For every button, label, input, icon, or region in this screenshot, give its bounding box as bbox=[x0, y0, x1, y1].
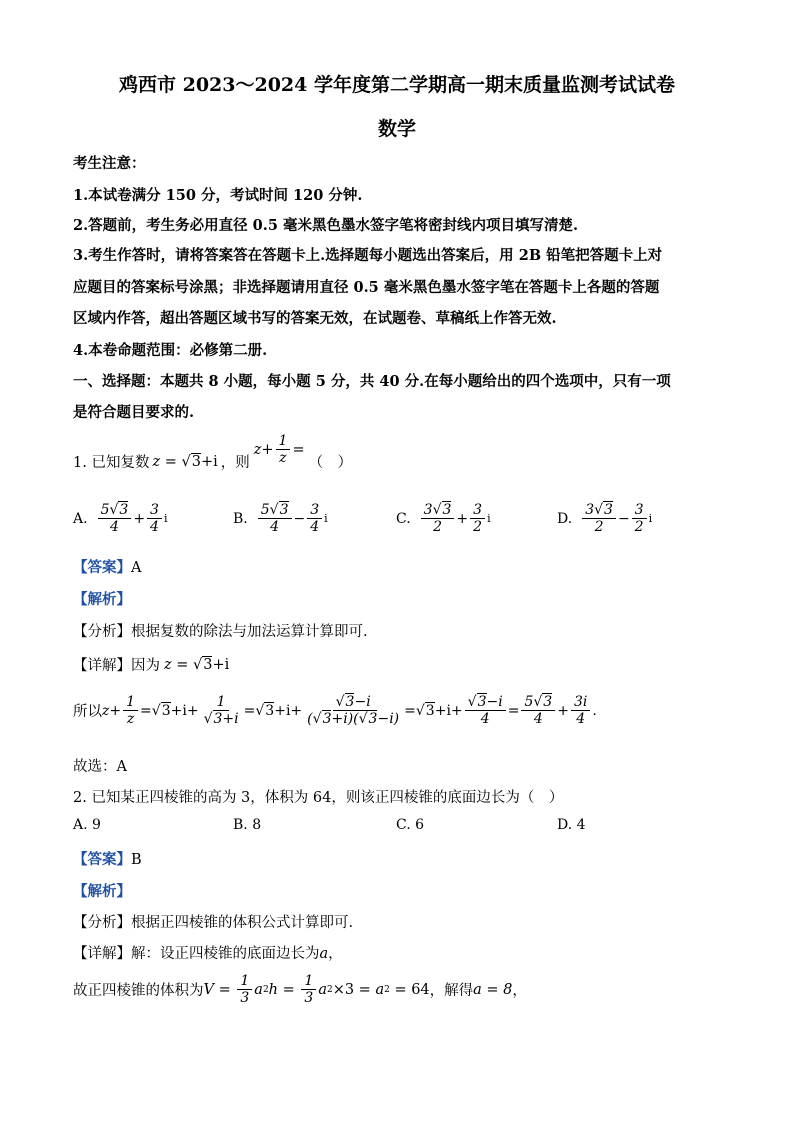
q1-fenxi-text: 根据复数的除法与加法运算计算即可. bbox=[131, 624, 368, 640]
jiexi-tag: 【解析】 bbox=[73, 883, 131, 900]
q1-stem-mid: ，则 bbox=[220, 455, 250, 471]
section-heading-line-1: 一、选择题：本题共 8 小题，每小题 5 分，共 40 分.在每小题给出的四个选项中，只有一项 bbox=[73, 373, 671, 390]
q2-xiangjie bbox=[73, 942, 343, 963]
q2-result: a = 8 bbox=[473, 981, 513, 998]
q2-answer bbox=[73, 848, 142, 869]
q1-stem-suffix: （ ） bbox=[308, 455, 353, 471]
q1-xiangjie-prefix: 因为 bbox=[131, 658, 160, 674]
notice-item-3-cont-2: 区域内作答，超出答题区域书写的答案无效，在试题卷、草稿纸上作答无效. bbox=[73, 310, 557, 327]
notice-item-2: 2.答题前，考生务必用直径 0.5 毫米黑色墨水签字笔将密封线内项目填写清楚. bbox=[73, 217, 579, 234]
q2-last-mid: ，解得 bbox=[429, 983, 474, 999]
exam-title: 鸡西市 2023～2024 学年度第二学期高一期末质量监测考试试卷 bbox=[119, 74, 675, 96]
q2-var-a: a bbox=[319, 946, 329, 962]
q2-volume-formula: V = $\frac{1}{3}$ a 2 h = $\frac{1}{3}$ a 2 ×3 = a 2 = 64 bbox=[203, 973, 430, 1006]
q1-given-expression: z = √3+i bbox=[164, 656, 230, 673]
fenxi-tag: 【分析】 bbox=[73, 624, 131, 640]
q1-option-d[interactable]: D. $\frac{3√3}{2}$ − $\frac{3}{2}$ i bbox=[557, 502, 653, 535]
q1-so-prefix: 所以 bbox=[73, 704, 102, 720]
q1-jiexi bbox=[73, 588, 131, 609]
q1-z-expression: z = √3+i bbox=[152, 453, 218, 470]
q1-fenxi bbox=[73, 620, 368, 641]
option-a-label: A. bbox=[73, 510, 88, 527]
q2-fenxi-text: 根据正四棱锥的体积公式计算即可. bbox=[131, 915, 354, 931]
notice-heading: 考生注意： bbox=[73, 155, 146, 172]
q2-option-a[interactable]: A. 9 bbox=[73, 817, 101, 833]
notice-item-4: 4.本卷命题范围：必修第二册. bbox=[73, 342, 268, 359]
q1-option-a[interactable]: A. $\frac{5√3}{4}$ + $\frac{3}{4}$ i bbox=[73, 502, 168, 535]
q2-fenxi bbox=[73, 911, 353, 932]
answer-tag: 【答案】 bbox=[73, 851, 131, 868]
section-heading-line-2: 是符合题目要求的. bbox=[73, 404, 195, 421]
notice-item-3-cont-1: 应题目的答案标号涂黑；非选择题请用直径 0.5 毫米黑色墨水签字笔在答题卡上各题的答题 bbox=[73, 279, 660, 296]
q1-target-expression: z + $\frac{1}{z}$ = bbox=[253, 433, 305, 466]
q1-xiangjie bbox=[73, 654, 229, 675]
q1-option-b[interactable]: B. $\frac{5√3}{4}$ − $\frac{3}{4}$ i bbox=[233, 502, 328, 535]
q1-conclusion: 故选：A bbox=[73, 759, 127, 775]
q2-xiangjie-text: 解：设正四棱锥的底面边长为 bbox=[131, 946, 320, 962]
q1-stem-prefix: 1. 已知复数 bbox=[73, 455, 150, 471]
q1-option-c[interactable]: C. $\frac{3√3}{2}$ + $\frac{3}{2}$ i bbox=[396, 502, 491, 535]
q2-last-suffix: ， bbox=[512, 983, 527, 999]
xiangjie-tag: 【详解】 bbox=[73, 946, 131, 962]
xiangjie-tag: 【详解】 bbox=[73, 658, 131, 674]
option-d-label: D. bbox=[557, 510, 573, 527]
q1-answer-value: A bbox=[131, 560, 142, 576]
fenxi-tag: 【分析】 bbox=[73, 915, 131, 931]
subject-title: 数学 bbox=[377, 118, 416, 140]
answer-tag: 【答案】 bbox=[73, 559, 131, 576]
q2-option-b[interactable]: B. 8 bbox=[233, 817, 262, 833]
option-b-label: B. bbox=[233, 510, 248, 527]
q2-comma: ， bbox=[328, 946, 343, 962]
question-2-stem: 2. 已知某正四棱锥的高为 3，体积为 64，则该正四棱锥的底面边长为（ ） bbox=[73, 790, 564, 806]
q2-last-prefix: 故正四棱锥的体积为 bbox=[73, 983, 204, 999]
q2-answer-value: B bbox=[131, 852, 142, 868]
question-1-stem bbox=[73, 433, 353, 478]
notice-item-3: 3.考生作答时，请将答案答在答题卡上.选择题每小题选出答案后，用 2B 铅笔把答题卡上对 bbox=[73, 247, 663, 264]
option-c-label: C. bbox=[396, 510, 411, 527]
q1-derivation bbox=[73, 694, 597, 727]
jiexi-tag: 【解析】 bbox=[73, 591, 131, 608]
q2-jiexi bbox=[73, 880, 131, 901]
q1-derivation-formula: z + $\frac{1}{z}$ =√ 3 +i+ $\frac{1}{√3+i}$ =√ 3 +i+ $\frac{√3-i}{(√3+i)(√3-i)}$ =√ 3 +i+ $\frac{√3-i}{4}$ = $\frac{5√3}{4}$ + $\frac{3i}{4}$ . bbox=[102, 694, 597, 727]
q2-option-c[interactable]: C. 6 bbox=[396, 817, 425, 833]
notice-item-1: 1.本试卷满分 150 分，考试时间 120 分钟. bbox=[73, 187, 363, 204]
q2-derivation bbox=[73, 973, 527, 1006]
q1-answer bbox=[73, 556, 141, 577]
q2-option-d[interactable]: D. 4 bbox=[557, 817, 586, 833]
